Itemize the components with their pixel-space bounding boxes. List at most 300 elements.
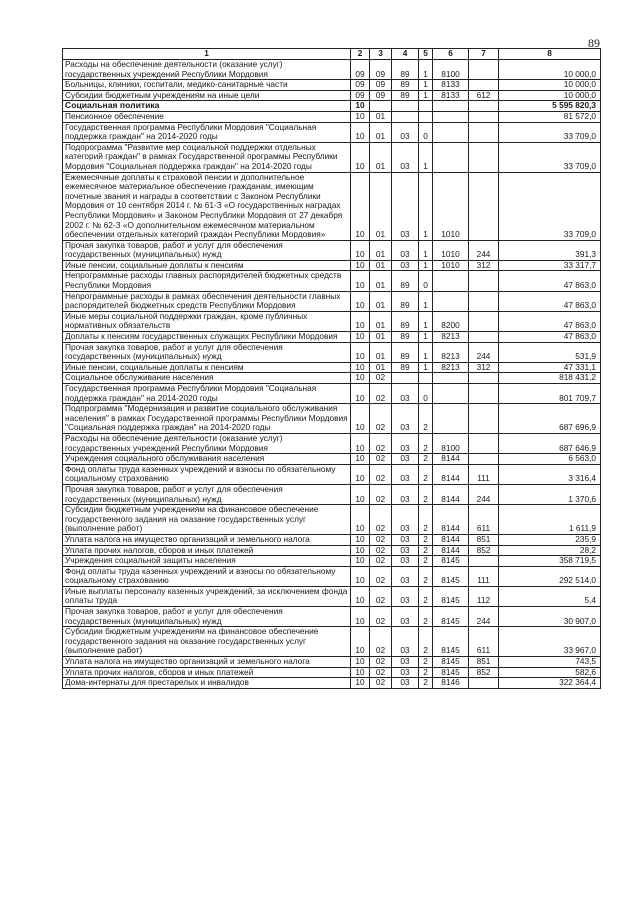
expense-type-cell: 852 — [469, 545, 499, 556]
row-name-cell: Иные пенсии, социальные доплаты к пенсиям — [63, 362, 351, 373]
row-name-cell: Подпрограмма "Модернизация и развитие социального обслуживания населения" в рамках Государственной программы Республики Мордовия "Социальная поддержка граждан" на 2014-2020 годы — [63, 404, 351, 434]
direction-code-cell: 8133 — [433, 80, 469, 91]
amount-cell: 818 431,2 — [499, 373, 601, 384]
subsection-code-cell: 02 — [370, 545, 392, 556]
subsection-code-cell — [370, 101, 392, 112]
direction-code-cell: 8133 — [433, 90, 469, 101]
amount-cell: 1 370,6 — [499, 484, 601, 504]
amount-cell: 47 863,0 — [499, 311, 601, 331]
row-name-cell: Уплата прочих налогов, сборов и иных платежей — [63, 545, 351, 556]
amount-cell: 33 709,0 — [499, 142, 601, 172]
subprogram-code-cell: 2 — [419, 484, 433, 504]
table-row — [63, 404, 601, 434]
program-code-cell: 03 — [392, 627, 419, 657]
subprogram-code-cell: 1 — [419, 291, 433, 311]
section-code-cell: 10 — [351, 373, 370, 384]
row-name-cell: Прочая закупка товаров, работ и услуг для обеспечения государственных (муниципальных) нужд — [63, 342, 351, 362]
table-row — [63, 90, 601, 101]
subprogram-code-cell: 2 — [419, 404, 433, 434]
direction-code-cell: 8144 — [433, 534, 469, 545]
table-row — [63, 271, 601, 291]
expense-type-cell: 312 — [469, 362, 499, 373]
table-row — [63, 260, 601, 271]
program-code-cell: 03 — [392, 484, 419, 504]
subprogram-code-cell: 1 — [419, 240, 433, 260]
table-row — [63, 291, 601, 311]
subprogram-code-cell: 1 — [419, 172, 433, 240]
subsection-code-cell: 01 — [370, 240, 392, 260]
table-row — [63, 332, 601, 343]
row-name-cell: Иные пенсии, социальные доплаты к пенсиям — [63, 260, 351, 271]
amount-cell: 391,3 — [499, 240, 601, 260]
amount-cell: 47 863,0 — [499, 271, 601, 291]
amount-cell: 10 000,0 — [499, 80, 601, 91]
amount-cell: 33 709,0 — [499, 122, 601, 142]
column-header: 3 — [370, 49, 392, 60]
row-name-cell: Расходы на обеспечение деятельности (оказание услуг) государственных учреждений Республики Мордовия — [63, 60, 351, 80]
program-code-cell: 03 — [392, 607, 419, 627]
section-code-cell: 10 — [351, 454, 370, 465]
program-code-cell: 03 — [392, 172, 419, 240]
program-code-cell: 89 — [392, 60, 419, 80]
row-name-cell: Непрограммные расходы главных распорядителей бюджетных средств Республики Мордовия — [63, 271, 351, 291]
column-header: 5 — [419, 49, 433, 60]
amount-cell: 687 696,9 — [499, 404, 601, 434]
direction-code-cell: 8213 — [433, 342, 469, 362]
subprogram-code-cell: 2 — [419, 566, 433, 586]
program-code-cell: 03 — [392, 667, 419, 678]
subprogram-code-cell: 0 — [419, 122, 433, 142]
table-row — [63, 362, 601, 373]
expense-type-cell — [469, 678, 499, 689]
subsection-code-cell: 02 — [370, 667, 392, 678]
subprogram-code-cell: 2 — [419, 534, 433, 545]
program-code-cell: 89 — [392, 362, 419, 373]
subprogram-code-cell: 2 — [419, 678, 433, 689]
row-name-cell: Прочая закупка товаров, работ и услуг для обеспечения государственных (муниципальных) нужд — [63, 240, 351, 260]
row-name-cell: Расходы на обеспечение деятельности (оказание услуг) государственных учреждений Республики Мордовия — [63, 433, 351, 453]
section-code-cell: 10 — [351, 142, 370, 172]
subsection-code-cell: 01 — [370, 271, 392, 291]
table-row — [63, 627, 601, 657]
subsection-code-cell: 02 — [370, 373, 392, 384]
expense-type-cell — [469, 433, 499, 453]
program-code-cell — [392, 101, 419, 112]
program-code-cell: 03 — [392, 260, 419, 271]
section-code-cell: 10 — [351, 172, 370, 240]
subsection-code-cell: 02 — [370, 534, 392, 545]
program-code-cell: 03 — [392, 556, 419, 567]
table-row — [63, 534, 601, 545]
direction-code-cell: 8144 — [433, 484, 469, 504]
row-name-cell: Пенсионное обеспечение — [63, 111, 351, 122]
table-row — [63, 607, 601, 627]
column-header: 4 — [392, 49, 419, 60]
subsection-code-cell: 01 — [370, 111, 392, 122]
row-name-cell: Подпрограмма "Развитие мер социальной поддержки отдельных категорий граждан" в рамках Государственной программы Республики Мордовия "Социальная поддержка граждан" на 2014-2020 годы — [63, 142, 351, 172]
direction-code-cell: 8213 — [433, 362, 469, 373]
program-code-cell: 89 — [392, 291, 419, 311]
subprogram-code-cell: 2 — [419, 586, 433, 606]
column-header: 7 — [469, 49, 499, 60]
subsection-code-cell: 01 — [370, 311, 392, 331]
direction-code-cell — [433, 142, 469, 172]
program-code-cell: 03 — [392, 404, 419, 434]
subprogram-code-cell: 0 — [419, 271, 433, 291]
section-code-cell: 10 — [351, 122, 370, 142]
row-name-cell: Субсидии бюджетным учреждениям на финансовое обеспечение государственного задания на оказание государственных услуг (выполнение работ) — [63, 505, 351, 535]
row-name-cell: Прочая закупка товаров, работ и услуг для обеспечения государственных (муниципальных) нужд — [63, 484, 351, 504]
expense-type-cell: 312 — [469, 260, 499, 271]
program-code-cell: 89 — [392, 342, 419, 362]
subprogram-code-cell — [419, 111, 433, 122]
table-row — [63, 454, 601, 465]
direction-code-cell: 8100 — [433, 433, 469, 453]
direction-code-cell: 8145 — [433, 607, 469, 627]
table-row — [63, 101, 601, 112]
subprogram-code-cell: 2 — [419, 627, 433, 657]
section-code-cell: 10 — [351, 332, 370, 343]
expense-type-cell — [469, 311, 499, 331]
section-code-cell: 10 — [351, 240, 370, 260]
amount-cell: 358 719,5 — [499, 556, 601, 567]
table-row — [63, 433, 601, 453]
row-name-cell: Социальное обслуживание населения — [63, 373, 351, 384]
subsection-code-cell: 02 — [370, 566, 392, 586]
subprogram-code-cell: 1 — [419, 362, 433, 373]
table-row — [63, 586, 601, 606]
expense-type-cell: 244 — [469, 484, 499, 504]
subprogram-code-cell: 1 — [419, 260, 433, 271]
table-row — [63, 80, 601, 91]
expense-type-cell — [469, 271, 499, 291]
row-name-cell: Иные выплаты персоналу казенных учреждений, за исключением фонда оплаты труда — [63, 586, 351, 606]
table-row — [63, 60, 601, 80]
table-row — [63, 505, 601, 535]
section-code-cell: 10 — [351, 556, 370, 567]
direction-code-cell — [433, 404, 469, 434]
page-number: 89 — [588, 36, 600, 50]
table-row — [63, 464, 601, 484]
subsection-code-cell: 09 — [370, 60, 392, 80]
row-name-cell: Социальная политика — [63, 101, 351, 112]
program-code-cell: 03 — [392, 505, 419, 535]
table-row — [63, 342, 601, 362]
section-code-cell: 10 — [351, 362, 370, 373]
subsection-code-cell: 01 — [370, 342, 392, 362]
subprogram-code-cell: 2 — [419, 556, 433, 567]
table-row — [63, 657, 601, 668]
table-row — [63, 172, 601, 240]
subsection-code-cell: 01 — [370, 332, 392, 343]
subprogram-code-cell: 2 — [419, 667, 433, 678]
direction-code-cell — [433, 271, 469, 291]
table-row — [63, 484, 601, 504]
row-name-cell: Государственная программа Республики Мордовия "Социальная поддержка граждан" на 2014-2020 годы — [63, 384, 351, 404]
program-code-cell: 03 — [392, 678, 419, 689]
amount-cell: 81 572,0 — [499, 111, 601, 122]
row-name-cell: Больницы, клиники, госпитали, медико-санитарные части — [63, 80, 351, 91]
direction-code-cell: 8144 — [433, 505, 469, 535]
program-code-cell: 03 — [392, 657, 419, 668]
column-header: 6 — [433, 49, 469, 60]
subprogram-code-cell: 0 — [419, 384, 433, 404]
direction-code-cell: 8100 — [433, 60, 469, 80]
section-code-cell: 10 — [351, 384, 370, 404]
expense-type-cell: 244 — [469, 342, 499, 362]
subsection-code-cell: 02 — [370, 454, 392, 465]
direction-code-cell: 8145 — [433, 586, 469, 606]
program-code-cell: 89 — [392, 90, 419, 101]
subprogram-code-cell: 2 — [419, 607, 433, 627]
column-header: 1 — [63, 49, 351, 60]
section-code-cell: 10 — [351, 291, 370, 311]
direction-code-cell — [433, 384, 469, 404]
direction-code-cell — [433, 373, 469, 384]
direction-code-cell: 8144 — [433, 454, 469, 465]
direction-code-cell: 8144 — [433, 545, 469, 556]
subprogram-code-cell: 1 — [419, 332, 433, 343]
section-code-cell: 10 — [351, 464, 370, 484]
subprogram-code-cell — [419, 373, 433, 384]
table-body — [63, 60, 601, 689]
program-code-cell: 03 — [392, 545, 419, 556]
expense-type-cell — [469, 291, 499, 311]
program-code-cell: 03 — [392, 122, 419, 142]
amount-cell: 687 646,9 — [499, 433, 601, 453]
amount-cell: 30 907,0 — [499, 607, 601, 627]
subsection-code-cell: 02 — [370, 607, 392, 627]
section-code-cell: 10 — [351, 111, 370, 122]
section-code-cell: 10 — [351, 607, 370, 627]
table-row — [63, 566, 601, 586]
column-header: 2 — [351, 49, 370, 60]
amount-cell: 235,9 — [499, 534, 601, 545]
table-row — [63, 122, 601, 142]
direction-code-cell: 8200 — [433, 311, 469, 331]
expense-type-cell: 112 — [469, 586, 499, 606]
section-code-cell: 10 — [351, 545, 370, 556]
program-code-cell: 89 — [392, 80, 419, 91]
amount-cell: 28,2 — [499, 545, 601, 556]
program-code-cell — [392, 111, 419, 122]
amount-cell: 33 317,7 — [499, 260, 601, 271]
subsection-code-cell: 01 — [370, 172, 392, 240]
subprogram-code-cell: 1 — [419, 311, 433, 331]
expense-type-cell — [469, 404, 499, 434]
section-code-cell: 10 — [351, 657, 370, 668]
expense-type-cell — [469, 101, 499, 112]
expense-type-cell — [469, 60, 499, 80]
row-name-cell: Ежемесячные доплаты к страховой пенсии и дополнительное ежемесячное материальное обеспечение гражданам, имеющим почетные звания и награды в соответствии с Законом Республики Мордовия от 10 сентября 2014 г. № 61-З «О государственных наградах Республики Мордовия» и Законом Республики Мордовия от 27 декабря 2002 г. № 62-З «О дополнительном ежемесячном материальном обеспечении отдельных категорий граждан Республики Мордовия» — [63, 172, 351, 240]
subsection-code-cell: 02 — [370, 627, 392, 657]
amount-cell: 33 967,0 — [499, 627, 601, 657]
expense-type-cell — [469, 142, 499, 172]
direction-code-cell: 8145 — [433, 556, 469, 567]
direction-code-cell: 8213 — [433, 332, 469, 343]
budget-table — [62, 48, 601, 689]
program-code-cell: 03 — [392, 142, 419, 172]
expense-type-cell: 611 — [469, 505, 499, 535]
subprogram-code-cell: 1 — [419, 90, 433, 101]
subsection-code-cell: 02 — [370, 556, 392, 567]
program-code-cell — [392, 373, 419, 384]
direction-code-cell: 8145 — [433, 667, 469, 678]
direction-code-cell: 8145 — [433, 627, 469, 657]
row-name-cell: Дома-интернаты для престарелых и инвалидов — [63, 678, 351, 689]
subprogram-code-cell: 2 — [419, 505, 433, 535]
section-code-cell: 10 — [351, 566, 370, 586]
table-row — [63, 142, 601, 172]
direction-code-cell: 8145 — [433, 566, 469, 586]
column-header: 8 — [499, 49, 601, 60]
row-name-cell: Учреждения социального обслуживания населения — [63, 454, 351, 465]
amount-cell: 33 709,0 — [499, 172, 601, 240]
direction-code-cell: 8146 — [433, 678, 469, 689]
row-name-cell: Фонд оплаты труда казенных учреждений и взносы по обязательному социальному страхованию — [63, 566, 351, 586]
direction-code-cell: 1010 — [433, 172, 469, 240]
subprogram-code-cell: 2 — [419, 464, 433, 484]
row-name-cell: Уплата прочих налогов, сборов и иных платежей — [63, 667, 351, 678]
amount-cell: 47 331,1 — [499, 362, 601, 373]
section-code-cell: 09 — [351, 80, 370, 91]
row-name-cell: Фонд оплаты труда казенных учреждений и взносы по обязательному социальному страхованию — [63, 464, 351, 484]
section-code-cell: 10 — [351, 678, 370, 689]
subsection-code-cell: 02 — [370, 404, 392, 434]
table-row — [63, 556, 601, 567]
direction-code-cell — [433, 291, 469, 311]
subsection-code-cell: 01 — [370, 122, 392, 142]
amount-cell: 10 000,0 — [499, 60, 601, 80]
subsection-code-cell: 02 — [370, 433, 392, 453]
expense-type-cell — [469, 332, 499, 343]
expense-type-cell: 244 — [469, 607, 499, 627]
expense-type-cell: 612 — [469, 90, 499, 101]
section-code-cell: 10 — [351, 342, 370, 362]
row-name-cell: Прочая закупка товаров, работ и услуг для обеспечения государственных (муниципальных) нужд — [63, 607, 351, 627]
row-name-cell: Государственная программа Республики Мордовия "Социальная поддержка граждан" на 2014-2020 годы — [63, 122, 351, 142]
table-row — [63, 678, 601, 689]
section-code-cell: 10 — [351, 505, 370, 535]
subprogram-code-cell: 1 — [419, 80, 433, 91]
table-row — [63, 111, 601, 122]
amount-cell: 47 863,0 — [499, 332, 601, 343]
program-code-cell: 03 — [392, 566, 419, 586]
amount-cell: 801 709,7 — [499, 384, 601, 404]
expense-type-cell — [469, 122, 499, 142]
section-code-cell: 10 — [351, 260, 370, 271]
direction-code-cell — [433, 101, 469, 112]
table-row — [63, 373, 601, 384]
expense-type-cell — [469, 80, 499, 91]
direction-code-cell — [433, 122, 469, 142]
program-code-cell: 03 — [392, 586, 419, 606]
row-name-cell: Субсидии бюджетным учреждениям на иные цели — [63, 90, 351, 101]
expense-type-cell: 611 — [469, 627, 499, 657]
amount-cell: 531,9 — [499, 342, 601, 362]
row-name-cell: Уплата налога на имущество организаций и земельного налога — [63, 534, 351, 545]
program-code-cell: 03 — [392, 534, 419, 545]
program-code-cell: 03 — [392, 240, 419, 260]
subsection-code-cell: 01 — [370, 291, 392, 311]
direction-code-cell: 1010 — [433, 260, 469, 271]
section-code-cell: 10 — [351, 484, 370, 504]
subsection-code-cell: 02 — [370, 484, 392, 504]
amount-cell: 5,4 — [499, 586, 601, 606]
subprogram-code-cell: 1 — [419, 342, 433, 362]
section-code-cell: 10 — [351, 311, 370, 331]
table-row — [63, 545, 601, 556]
subsection-code-cell: 02 — [370, 505, 392, 535]
section-code-cell: 10 — [351, 586, 370, 606]
program-code-cell: 03 — [392, 433, 419, 453]
subsection-code-cell: 01 — [370, 142, 392, 172]
amount-cell: 743,5 — [499, 657, 601, 668]
subsection-code-cell: 01 — [370, 260, 392, 271]
row-name-cell: Субсидии бюджетным учреждениям на финансовое обеспечение государственного задания на оказание государственных услуг (выполнение работ) — [63, 627, 351, 657]
expense-type-cell — [469, 556, 499, 567]
section-code-cell: 10 — [351, 101, 370, 112]
amount-cell: 10 000,0 — [499, 90, 601, 101]
direction-code-cell: 1010 — [433, 240, 469, 260]
program-code-cell: 03 — [392, 384, 419, 404]
row-name-cell: Учреждения социальной защиты населения — [63, 556, 351, 567]
expense-type-cell: 851 — [469, 534, 499, 545]
section-code-cell: 10 — [351, 433, 370, 453]
subsection-code-cell: 09 — [370, 90, 392, 101]
section-code-cell: 10 — [351, 534, 370, 545]
subprogram-code-cell: 2 — [419, 545, 433, 556]
amount-cell: 322 364,4 — [499, 678, 601, 689]
row-name-cell: Доплаты к пенсиям государственных служащих Республики Мордовия — [63, 332, 351, 343]
amount-cell: 582,6 — [499, 667, 601, 678]
expense-type-cell — [469, 384, 499, 404]
section-code-cell: 10 — [351, 271, 370, 291]
direction-code-cell — [433, 111, 469, 122]
table-row — [63, 667, 601, 678]
amount-cell: 5 595 820,3 — [499, 101, 601, 112]
program-code-cell: 03 — [392, 464, 419, 484]
subsection-code-cell: 02 — [370, 678, 392, 689]
section-code-cell: 10 — [351, 667, 370, 678]
expense-type-cell: 852 — [469, 667, 499, 678]
amount-cell: 1 611,9 — [499, 505, 601, 535]
expense-type-cell — [469, 373, 499, 384]
amount-cell: 47 863,0 — [499, 291, 601, 311]
section-code-cell: 10 — [351, 627, 370, 657]
direction-code-cell: 8145 — [433, 657, 469, 668]
subsection-code-cell: 02 — [370, 586, 392, 606]
table-header-row — [63, 49, 601, 60]
subsection-code-cell: 09 — [370, 80, 392, 91]
row-name-cell: Уплата налога на имущество организаций и земельного налога — [63, 657, 351, 668]
program-code-cell: 89 — [392, 271, 419, 291]
subprogram-code-cell: 2 — [419, 657, 433, 668]
section-code-cell: 09 — [351, 60, 370, 80]
row-name-cell: Непрограммные расходы в рамках обеспечения деятельности главных распорядителей бюджетных средств Республики Мордовия — [63, 291, 351, 311]
subprogram-code-cell: 1 — [419, 142, 433, 172]
subprogram-code-cell: 2 — [419, 454, 433, 465]
row-name-cell: Иные меры социальной поддержки граждан, кроме публичных нормативных обязательств — [63, 311, 351, 331]
subprogram-code-cell: 1 — [419, 60, 433, 80]
section-code-cell: 10 — [351, 404, 370, 434]
subsection-code-cell: 02 — [370, 464, 392, 484]
amount-cell: 3 316,4 — [499, 464, 601, 484]
expense-type-cell — [469, 111, 499, 122]
program-code-cell: 03 — [392, 454, 419, 465]
subprogram-code-cell — [419, 101, 433, 112]
direction-code-cell: 8144 — [433, 464, 469, 484]
